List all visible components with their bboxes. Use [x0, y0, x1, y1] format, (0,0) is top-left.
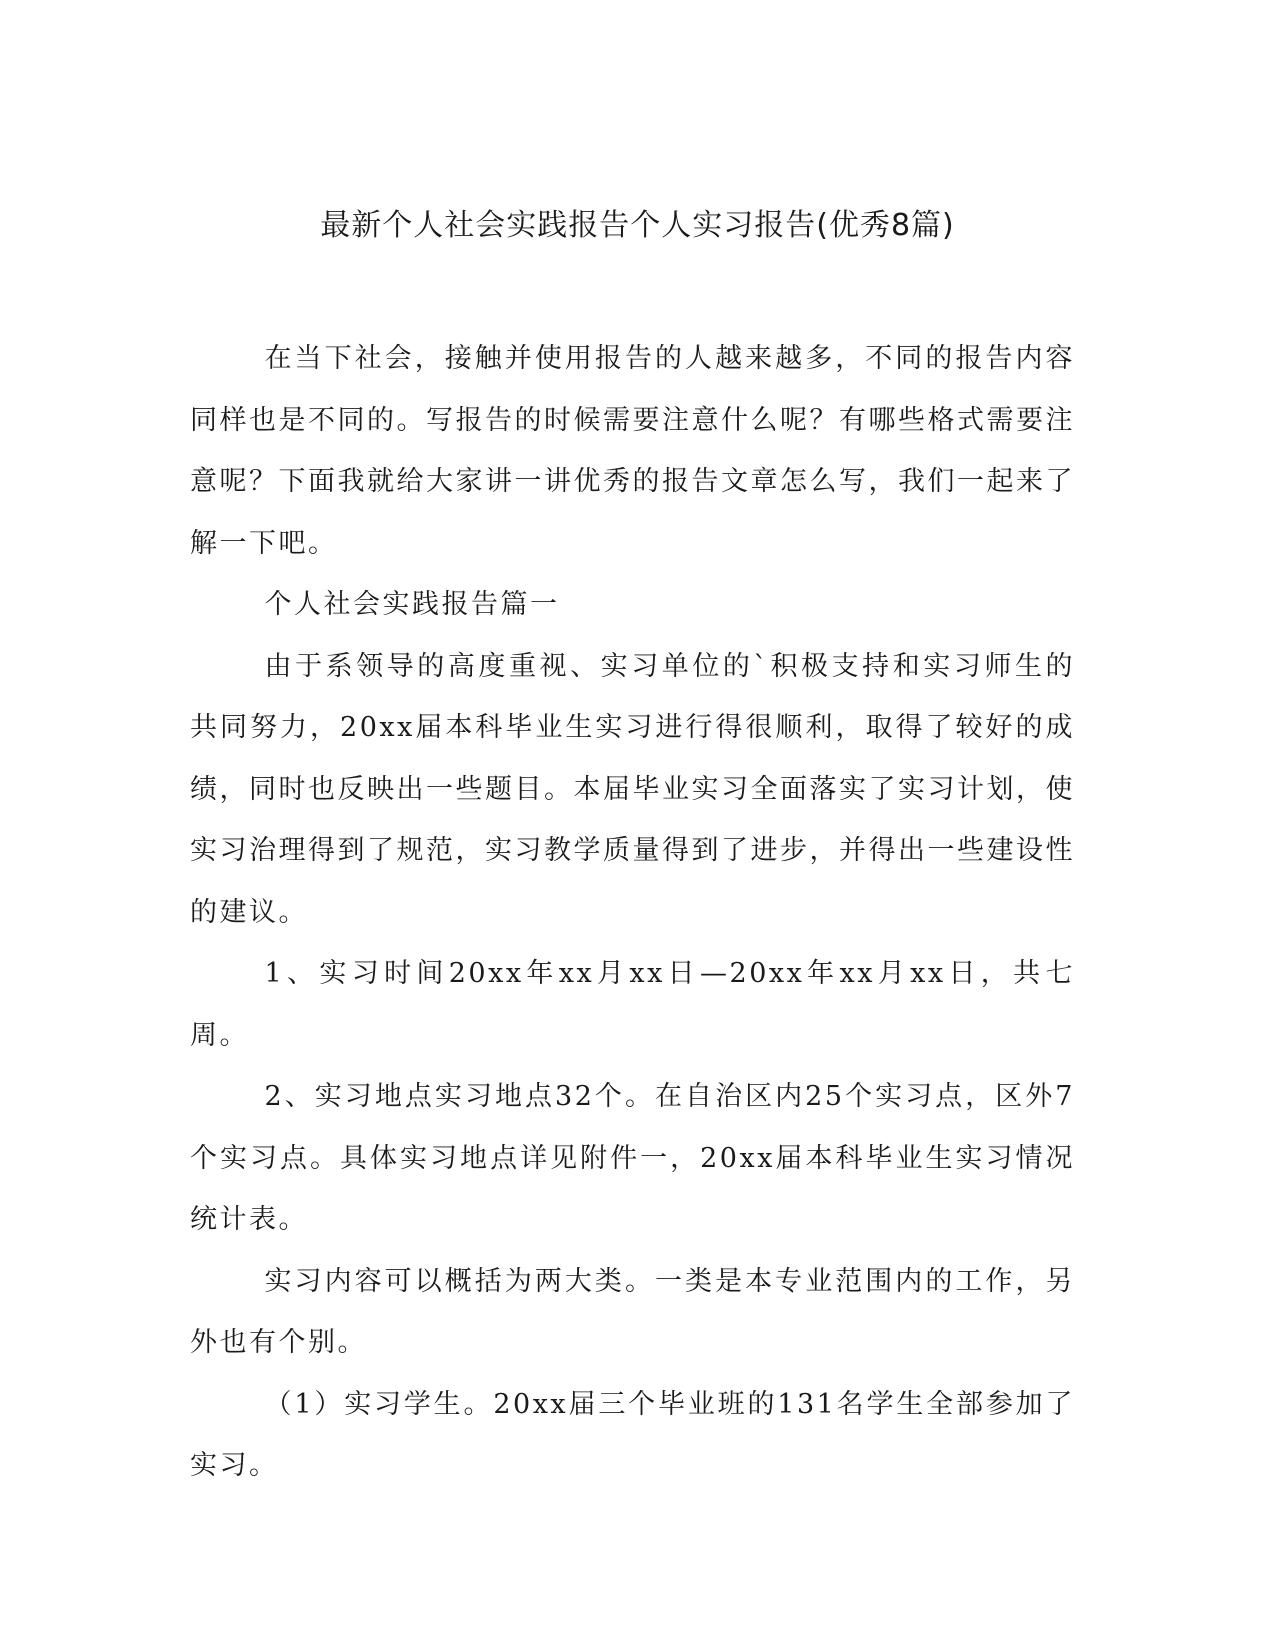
document-title: 最新个人社会实践报告个人实习报告(优秀8篇)	[320, 208, 955, 243]
intro-paragraph: 在当下社会，接触并使用报告的人越来越多，不同的报告内容同样也是不同的。写报告的时候需要注意什么呢？有哪些格式需要注意呢？下面我就给大家讲一讲优秀的报告文章怎么写，我们一起来了解一下吧。	[190, 343, 1075, 559]
body-paragraph: 由于系领导的高度重视、实习单位的`积极支持和实习师生的共同努力，20xx届本科毕业生实习进行得很顺利，取得了较好的成绩，同时也反映出一些题目。本届毕业实习全面落实了实习计划，使实习治理得到了规范，实习教学质量得到了进步，并得出一些建设性的建议。	[190, 650, 1075, 928]
document-body	[190, 328, 1075, 1497]
internship-time-item: 1、实习时间20xx年xx月xx日—20xx年xx月xx日，共七周。	[190, 958, 1075, 1051]
internship-students-item: （1）实习学生。20xx届三个毕业班的131名学生全部参加了实习。	[190, 1388, 1075, 1481]
internship-content-paragraph: 实习内容可以概括为两大类。一类是本专业范围内的工作，另外也有个别。	[190, 1265, 1075, 1358]
section-heading: 个人社会实践报告篇一	[264, 589, 560, 620]
internship-location-item: 2、实习地点实习地点32个。在自治区内25个实习点，区外7个实习点。具体实习地点详见附件一，20xx届本科毕业生实习情况统计表。	[190, 1081, 1075, 1235]
